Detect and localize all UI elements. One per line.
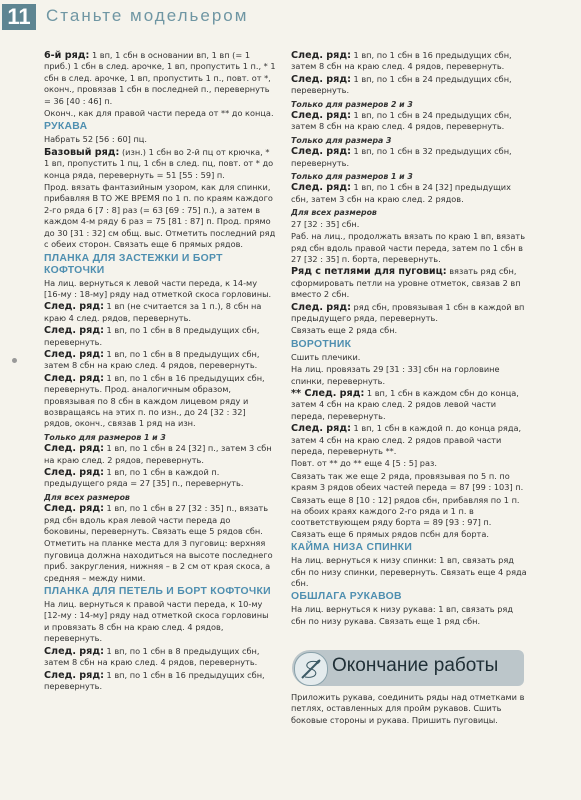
instruction-text: 1 вп, по 1 сбн в 24 [32] п., затем 3 сбн на краю след. 2 рядов, перевернуть.	[44, 443, 272, 465]
instruction-paragraph	[44, 182, 276, 250]
instruction-paragraph	[44, 278, 276, 301]
section-heading: РУКАВА	[44, 121, 88, 133]
instruction-text: ряд сбн, провязывая 1 сбн в каждой вп предыдущего ряда, перевернуть.	[291, 301, 525, 323]
instruction-paragraph	[44, 349, 276, 372]
instruction-paragraph	[44, 50, 276, 107]
instruction-text: 1 вп, 1 сбн в каждом сбн до конца, затем 4 сбн на краю след. 2 рядов левой части переда, перевернуть.	[291, 387, 519, 421]
instruction-paragraph	[44, 646, 276, 669]
section-heading: ПЛАНКА ДЛЯ ПЕТЕЛЬ И БОРТ КОФТОЧКИ	[44, 586, 271, 598]
row-label: След. ряд:	[44, 467, 104, 478]
row-label: Базовый ряд:	[44, 146, 120, 158]
instruction-paragraph	[44, 147, 276, 181]
instruction-paragraph	[44, 467, 276, 490]
instruction-text: 1 вп, по 1 сбн в 8 предыдущих сбн, затем 8 сбн на краю след. 4 рядов, перевернуть.	[44, 348, 260, 371]
instruction-text: Прод. вязать фантазийным узором, как для спинки, прибавляя В ТО ЖЕ ВРЕМЯ по 1 п. по краям каждого 2-го ряда 6 [7 : 8] раз (= 63 [69 : 75] п.), а затем в каждом 4-м ряду 6 раз = 75 [81 : 87] п. Прод. прямо до 30 [31 : 32] см общ. выс. Отметить последний ряд с обеих сторон. Связать еще 6 прямых рядов.	[44, 182, 276, 250]
size-note: Для всех размеров	[291, 208, 377, 218]
instruction-text: На лиц. вернуться к правой части переда, к 10-му [12-му : 14-му] ряду над отметкой скоса горловины и провязать 8 сбн на краю след. 4 рядов, перевернуть.	[44, 599, 269, 644]
instruction-text: Повт. от ** до ** еще 4 [5 : 5] раз.	[291, 458, 437, 469]
instruction-paragraph	[44, 301, 276, 324]
instruction-text: Связать еще 2 ряда сбн.	[291, 325, 398, 336]
section-heading: ОБШЛАГА РУКАВОВ	[291, 591, 402, 603]
instruction-paragraph	[291, 388, 527, 422]
instruction-paragraph	[44, 443, 276, 466]
size-note: Только для размеров 2 и 3	[291, 99, 413, 109]
instruction-text: Набрать 52 [56 : 60] пц.	[44, 134, 147, 145]
instruction-text: 1 вп, по 1 сбн в 16 предыдущих сбн, перевернуть. Прод. аналогичным образом, провязывая по 8 сбн в каждом лицевом ряду и возвращаясь на этих п. по изн., до 24 [32 : 32] рядов, оконч., связав 1 ряд на изн.	[44, 372, 265, 429]
running-title: Станьте модельером	[46, 6, 249, 25]
instruction-text: 1 вп, по 1 сбн в 8 предыдущих сбн, затем 8 сбн на краю след. 4 рядов, перевернуть.	[44, 645, 260, 668]
instruction-text: На лиц. провязать 29 [31 : 33] сбн на горловине спинки, перевернуть.	[291, 364, 500, 386]
instruction-paragraph	[291, 495, 527, 541]
instruction-text: Связать так же еще 2 ряда, провязывая по 5 п. по краям 3 рядов обеих частей переда = 87 [99 : 103] п.	[291, 470, 524, 493]
instruction-text: 1 вп, по 1 сбн в 16 предыдущих сбн, затем 8 сбн на краю след. 4 рядов, перевернуть.	[291, 50, 512, 72]
instruction-paragraph	[44, 538, 276, 584]
instruction-text: 1 вп, по 1 сбн в 32 предыдущих сбн, перевернуть.	[291, 146, 512, 168]
instruction-paragraph	[291, 604, 527, 627]
instruction-paragraph	[44, 108, 276, 119]
row-label: След. ряд:	[44, 301, 104, 313]
instruction-paragraph	[291, 364, 527, 387]
instruction-paragraph	[291, 302, 527, 325]
instruction-paragraph	[44, 599, 276, 645]
row-label: След. ряд:	[291, 146, 351, 158]
instruction-paragraph	[291, 74, 527, 97]
instruction-paragraph	[291, 110, 527, 133]
instruction-text: Связать еще 8 [10 : 12] рядов сбн, прибавляя по 1 п. на обоих краях каждого 2-го ряда и 1 п. в соответствующем ряду борта = 89 [93 : 97] п. Связать еще 6 прямых рядов псбн для борта.	[291, 494, 520, 539]
finishing-title: Окончание работы	[332, 655, 499, 676]
section-heading: ВОРОТНИК	[291, 338, 352, 350]
instruction-text: 27 [32 : 35] сбн.	[291, 218, 360, 229]
instruction-text: 1 вп, 1 сбн в основании вп, 1 вп (= 1 приб.) 1 сбн в след. арочке, 1 вп, пропустить 1 п., * 1 сбн в след. арочке, 1 вп, пропустить 1 п., повт. от *, оконч., провязав 1 сбн в последней п., перевернуть = 36 [40 : 46] п.	[44, 50, 276, 106]
size-note: Только для размеров 1 и 3	[291, 172, 413, 182]
row-label: След. ряд:	[44, 669, 104, 681]
instruction-text: 1 вп, по 1 сбн в 24 предыдущих сбн, затем 8 сбн на краю след. 4 рядов, перевернуть.	[291, 110, 512, 132]
page-header	[0, 0, 581, 34]
instruction-paragraph	[291, 146, 527, 169]
size-note: Только для размеров 1 и 3	[44, 432, 166, 442]
instruction-paragraph	[44, 670, 276, 693]
row-label: След. ряд:	[44, 348, 104, 360]
instruction-text: Отметить на планке места для 3 пуговиц: верхняя пуговица должна находиться на высоте последнего приб. закругления, нижняя – в 2 см от края скоса, а средняя – между ними.	[44, 538, 273, 583]
instruction-paragraph	[291, 555, 527, 589]
instruction-text: Раб. на лиц., продолжать вязать по краю 1 вп, вязать ряд сбн вдоль правой части переда, затем по 1 сбн в 27 [32 : 35] п. борта, перевернуть.	[291, 231, 526, 264]
right-column	[291, 50, 527, 628]
row-label: След. ряд:	[291, 182, 351, 194]
row-label: След. ряд:	[44, 645, 104, 657]
row-label: След. ряд:	[44, 372, 104, 384]
instruction-paragraph	[291, 423, 527, 457]
instruction-text: Сшить плечики.	[291, 351, 361, 362]
row-label: ** След. ряд:	[291, 387, 365, 399]
row-label: Ряд с петлями для пуговиц:	[291, 266, 447, 278]
instruction-text: На лиц. вернуться к левой части переда, к 14-му [16-му : 18-му] ряду над отметкой скоса горловины.	[44, 277, 272, 299]
finishing-text: Приложить рукава, соединить ряды над отметками в петлях, оставленных для пройм рукавов. Сшить боковые стороны и рукава. Пришить пуговицы.	[291, 692, 525, 725]
instruction-paragraph	[291, 352, 527, 363]
instruction-paragraph	[291, 458, 527, 469]
row-label: След. ряд:	[44, 325, 104, 337]
row-label: След. ряд:	[291, 301, 351, 313]
row-label: След. ряд:	[44, 503, 104, 515]
instruction-paragraph	[291, 182, 527, 205]
punch-hole-mark	[12, 358, 17, 363]
instruction-text: 1 вп, по 1 сбн в 16 предыдущих сбн, перевернуть.	[44, 669, 265, 691]
instruction-text: 1 вп, по 1 сбн в 8 предыдущих сбн, перевернуть.	[44, 325, 260, 347]
instruction-paragraph	[291, 266, 527, 300]
instruction-paragraph	[291, 471, 527, 494]
instruction-text: вязать ряд сбн, сформировать петли на уровне отметок, связав 2 вп вместо 2 сбн.	[291, 266, 521, 300]
instruction-paragraph	[44, 373, 276, 430]
instruction-paragraph	[44, 503, 276, 537]
instruction-text: На лиц. вернуться к низу рукава: 1 вп, связать ряд сбн по низу рукава. Связать еще 1 ряд сбн.	[291, 604, 514, 626]
section-heading: ПЛАНКА ДЛЯ ЗАСТЕЖКИ И БОРТ КОФТОЧКИ	[44, 252, 223, 276]
row-label: След. ряд:	[44, 443, 104, 455]
row-label: 6-й ряд:	[44, 50, 90, 61]
left-column	[44, 50, 276, 693]
instruction-text: 1 вп, 1 сбн в каждой п. до конца ряда, затем 4 сбн на краю след. 2 рядов правой части переда, перевернуть **.	[291, 423, 522, 456]
needle-thread-icon	[294, 652, 328, 686]
instruction-text: (изн.) 1 сбн во 2-й пц от крючка, * 1 вп, пропустить 1 пц, 1 сбн в след. пц, повт. от * до конца ряда, перевернуть = 51 [55 : 59] п.	[44, 146, 274, 180]
page-number: 11	[2, 4, 36, 30]
row-label: След. ряд:	[291, 110, 351, 122]
instruction-text: Оконч., как для правой части переда от ** до конца.	[44, 108, 274, 119]
instruction-text: На лиц. вернуться к низу спинки: 1 вп, связать ряд сбн по низу спинки, перевернуть. Связать еще 4 ряда сбн.	[291, 555, 527, 589]
instruction-text: 1 вп, по 1 сбн в каждой п. предыдущего ряда = 27 [35] п., перевернуть.	[44, 467, 244, 489]
row-label: След. ряд:	[291, 50, 351, 61]
instruction-text: 1 вп (не считается за 1 п.), 8 сбн на краю 4 след. рядов, перевернуть.	[44, 301, 262, 323]
instruction-paragraph	[291, 219, 527, 230]
finishing-banner	[292, 650, 524, 686]
size-note: Для всех размеров	[44, 492, 130, 502]
instruction-text: 1 вп, по 1 сбн в 27 [32 : 35] п., вязать ряд сбн вдоль края левой части переда до боковины, перевернуть. Связать еще 5 рядов сбн.	[44, 503, 269, 537]
row-label: След. ряд:	[291, 73, 351, 85]
instruction-paragraph	[44, 134, 276, 145]
instruction-text: 1 вп, по 1 сбн в 24 предыдущих сбн, перевернуть.	[291, 73, 512, 96]
instruction-paragraph	[291, 50, 527, 73]
instruction-paragraph	[291, 325, 527, 336]
instruction-paragraph	[291, 231, 527, 265]
instruction-paragraph	[44, 325, 276, 348]
row-label: След. ряд:	[291, 423, 351, 435]
size-note: Только для размера 3	[291, 135, 392, 145]
section-heading: КАЙМА НИЗА СПИНКИ	[291, 542, 413, 554]
instruction-text: 1 вп, по 1 сбн в 24 [32] предыдущих сбн, затем 3 сбн на краю след. 2 рядов.	[291, 182, 511, 204]
